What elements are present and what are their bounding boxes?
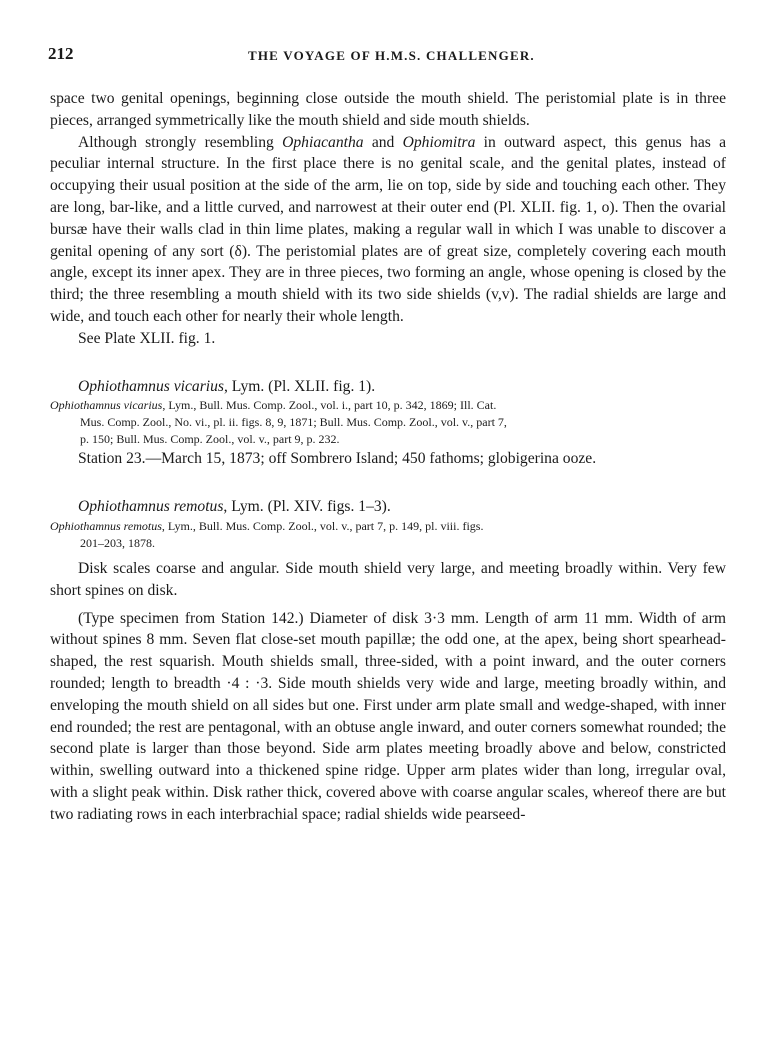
station-record: Station 23.—March 15, 1873; off Sombrero Island; 450 fathoms; globigerina ooze. (78, 450, 597, 468)
page-header (48, 44, 728, 68)
species-heading (50, 496, 726, 518)
running-title: THE VOYAGE OF H.M.S. CHALLENGER. (248, 48, 535, 63)
synonym-citation: p. 150; Bull. Mus. Comp. Zool., vol. v., part 9, p. 232. (80, 432, 340, 447)
genus-name: Ophiacantha (282, 133, 364, 151)
paragraph-continued: space two genital openings, beginning close outside the mouth shield. The peristomial plate is in three pieces, arranged symmetrically like the mouth shield and side mouth shields. (50, 90, 726, 129)
species-authority: , Lym. (Pl. XIV. figs. 1–3). (223, 498, 391, 516)
synonym-citation: Mus. Comp. Zool., No. vi., pl. ii. figs. 8, 9, 1871; Bull. Mus. Comp. Zool., vol. v., part 7, (80, 415, 507, 430)
paragraph-genus-structure (50, 132, 726, 328)
species-entry-remotus (50, 496, 726, 825)
synonymy (50, 518, 726, 552)
species-authority: , Lym. (Pl. XLII. fig. 1). (223, 377, 376, 395)
plate-reference: See Plate XLII. fig. 1. (78, 329, 216, 347)
species-name: Ophiothamnus remotus (78, 498, 224, 516)
species-heading (50, 376, 726, 398)
synonym-name: Ophiothamnus vicarius (50, 398, 163, 413)
page-body (50, 88, 726, 826)
synonymy (50, 397, 726, 448)
genus-name: Ophiomitra (402, 133, 476, 151)
species-name: Ophiothamnus vicarius (78, 377, 224, 395)
synonym-citation: , Lym., Bull. Mus. Comp. Zool., vol. v., part 7, p. 149, pl. viii. figs. (161, 518, 484, 533)
synonym-name: Ophiothamnus remotus (50, 518, 162, 533)
text-run: Although strongly resembling (78, 133, 283, 151)
synonym-citation: 201–203, 1878. (80, 535, 155, 550)
text-run: in outward aspect, this genus has a peculiar internal structure. In the first place there is no genital scale, and the genital plates, instead of occupying their usual position at the side of the arm, lie on top, side by side and touching each other. They are long, bar-like, and a little curved, and narrowest at their outer end (Pl. XLII. fig. 1, o). Then the ovarial bursæ have their walls clad in thin lime plates, making a regular wall in which I was unable to discover a genital opening of any sort (δ). The peristomial plates are of great size, completely covering each mouth angle, except its inner apex. They are in three pieces, two forming an angle, whose opening is closed by the third; the three resembling a mouth shield with its two side shields (v,v). The radial shields are large and wide, and touch each other for nearly their whole length. (50, 133, 726, 325)
text-run: and (363, 133, 403, 151)
diagnosis: Disk scales coarse and angular. Side mouth shield very large, and meeting broadly within. Very few short spines on disk. (50, 559, 726, 599)
species-entry-vicarius (50, 376, 726, 471)
description: (Type specimen from Station 142.) Diameter of disk 3·3 mm. Length of arm 11 mm. Width of arm without spines 8 mm. Seven flat close-set mouth papillæ; the odd one, at the apex, being short spearhead-shaped, the rest squarish. Mouth shields small, three-sided, with a point inward, and the outer corners rounded; length to breadth ·4 : ·3. Side mouth shields very wide and large, meeting broadly within, and enveloping the mouth shield on all sides but one. First under arm plate small and wedge-shaped, with inner end rounded; the rest are pentagonal, with an obtuse angle inward, and outer corners somewhat rounded; the second plate is larger than those beyond. Side arm plates meeting broadly above and below, constricted within, swelling outward into a thickened spine ridge. Upper arm plates wider than long, irregular oval, with a slight peak within. Disk rather thick, covered above with coarse angular scales, whereof there are but two radiating rows in each interbrachial space; radial shields wide pearseed- (50, 609, 726, 823)
synonym-citation: , Lym., Bull. Mus. Comp. Zool., vol. i., part 10, p. 342, 1869; Ill. Cat. (162, 398, 497, 413)
page-number: 212 (48, 44, 74, 63)
